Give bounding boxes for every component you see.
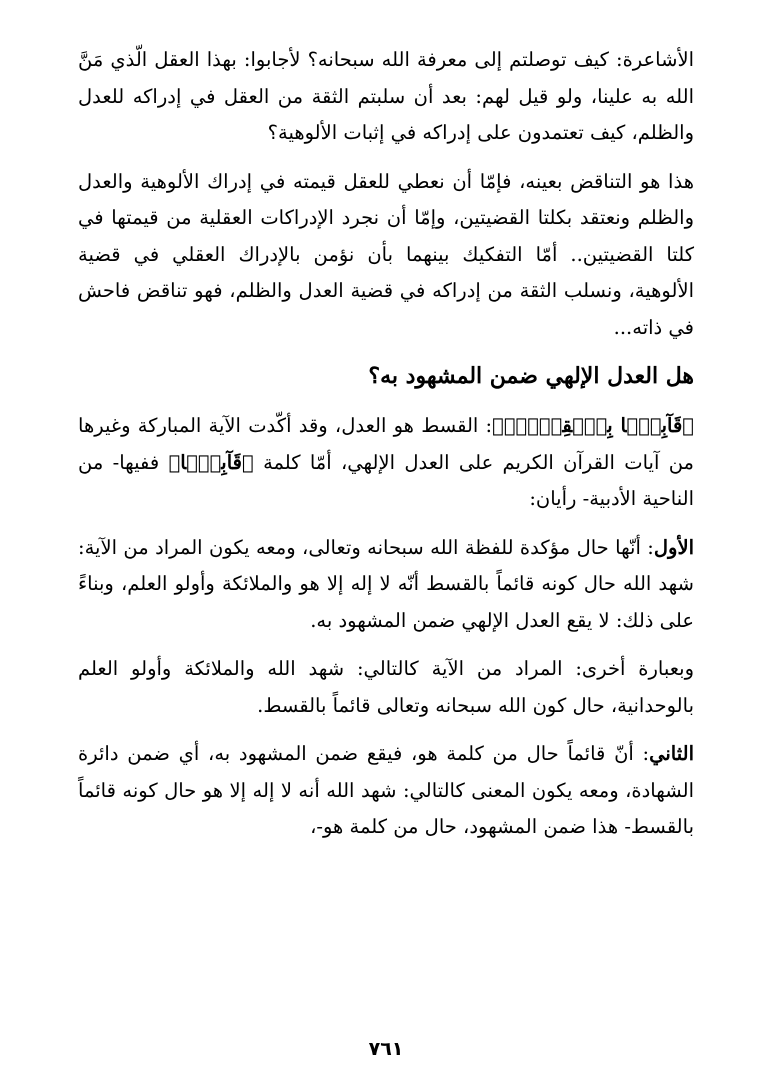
paragraph-6-text: : أنّ قائماً حال من كلمة هو، فيقع ضمن المشهود به، أي ضمن دائرة الشهادة، ومعه يكون المعنى كالتالي: شهد الله أنه لا إله إلا هو حال كونه قائماً بالقسط- هذا ضمن المشهود، حال من كلمة هو-، xyxy=(78,742,694,838)
paragraph-2 xyxy=(78,164,694,347)
paragraph-6 xyxy=(78,736,694,846)
page-number: ٧٦١ xyxy=(368,1038,404,1060)
paragraph-1 xyxy=(78,42,694,152)
paragraph-1-text: الأشاعرة: كيف توصلتم إلى معرفة الله سبحانه؟ لأجابوا: بهذا العقل الّذي مَنَّ الله به علينا، ولو قيل لهم: بعد أن سلبتم الثقة من العقل في إدراكه للعدل والظلم، كيف تعتمدون على إدراكه في إثبات الألوهية؟ xyxy=(78,48,694,144)
paragraph-4-text: : أنّها حال مؤكدة للفظة الله سبحانه وتعالى، ومعه يكون المراد من الآية: شهد الله حال كونه قائماً بالقسط أنّه لا إله إلا هو والملائكة وأولو العلم، وبناءً على ذلك: لا يقع العدل الإلهي ضمن المشهود به. xyxy=(78,535,694,632)
paragraph-3-end: ففيها- من الناحية الأدبية- رأيان: xyxy=(78,450,694,510)
section-heading: هل العدل الإلهي ضمن المشهود به؟ xyxy=(368,363,694,389)
paragraph-5 xyxy=(78,651,694,724)
first-opinion-label: الأول xyxy=(653,535,694,559)
quran-verse: ﴿قَآبِمَۢا بِٱلۡقِسۡطِۚ﴾ xyxy=(492,414,694,437)
page-body xyxy=(78,42,694,858)
paragraph-3 xyxy=(78,408,694,518)
second-opinion-label: الثاني xyxy=(649,742,694,765)
paragraph-3-text: : القسط هو العدل، وقد أكّدت الآية المباركة وغيرها من آيات القرآن الكريم على العدل الإلهي، أمّا كلمة xyxy=(78,414,694,474)
paragraph-5-text: وبعبارة أخرى: المراد من الآية كالتالي: شهد الله والملائكة وأولو العلم بالوحدانية، حال كون الله سبحانه وتعالى قائماً بالقسط. xyxy=(78,657,694,717)
paragraph-2-text: هذا هو التناقض بعينه، فإمّا أن نعطي للعقل قيمته في إدراك الألوهية والعدل والظلم ونعتقد بكلتا القضيتين، وإمّا أن نجرد الإدراكات العقلية من قيمتها في كلتا القضيتين.. أمّا التفكيك بينهما بأن نؤمن بالإدراك العقلي في قضية الألوهية، ونسلب الثقة من إدراكه في قضية العدل والظلم، فهو تناقض فاحش في ذاته... xyxy=(78,169,694,339)
quran-word: ﴿قَآبِمَۢا﴾ xyxy=(168,450,254,474)
paragraph-4 xyxy=(78,530,694,640)
